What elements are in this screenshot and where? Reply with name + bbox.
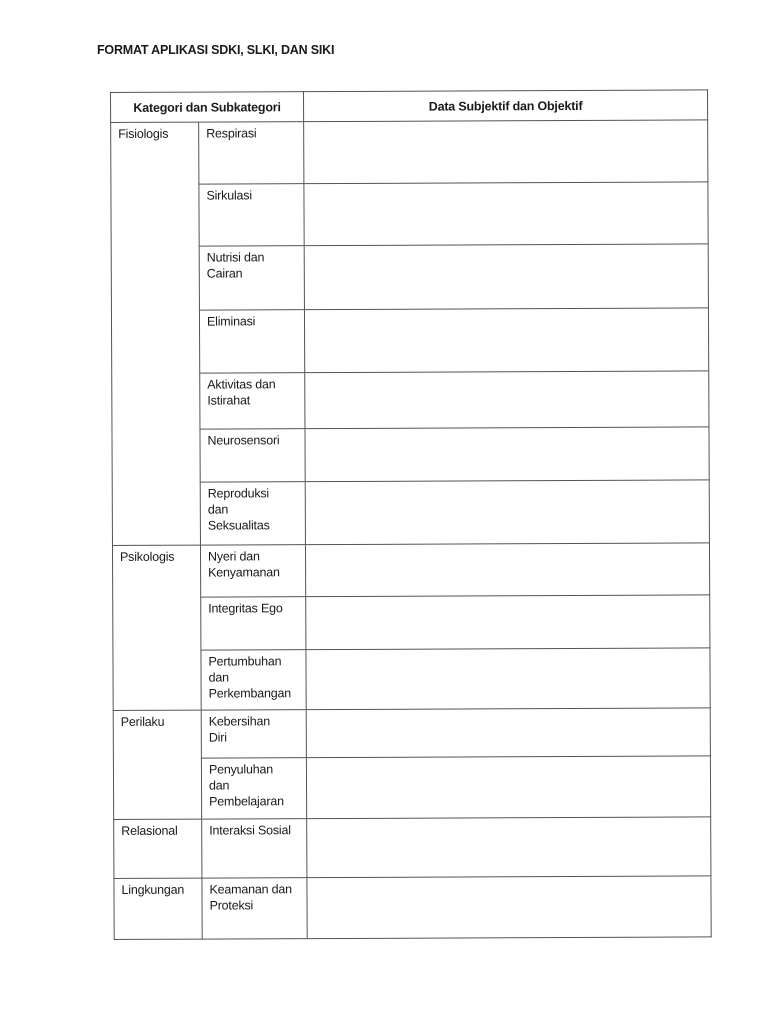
- data-cell[interactable]: [305, 427, 709, 482]
- page-title: FORMAT APLIKASI SDKI, SLKI, DAN SIKI: [97, 43, 335, 57]
- data-cell[interactable]: [306, 648, 710, 710]
- data-cell[interactable]: [306, 595, 710, 650]
- subcategory-cell: Aktivitas dan Istirahat: [200, 373, 305, 429]
- data-cell[interactable]: [306, 756, 710, 819]
- table-row: [111, 182, 708, 247]
- subcategory-cell: Eliminasi: [199, 310, 304, 373]
- data-cell[interactable]: [305, 543, 709, 597]
- table-row: [114, 817, 711, 879]
- category-cell: Psikologis: [112, 545, 201, 710]
- category-cell: Perilaku: [113, 710, 201, 819]
- header-data: Data Subjektif dan Objektif: [304, 90, 708, 122]
- subcategory-cell: Sirkulasi: [199, 184, 304, 246]
- table-row: [113, 708, 710, 759]
- data-cell[interactable]: [304, 308, 708, 373]
- table-row: [112, 427, 709, 483]
- data-cell[interactable]: [304, 120, 708, 184]
- subcategory-cell: Integritas Ego: [201, 597, 306, 650]
- table-row: [112, 543, 709, 598]
- subcategory-cell: Neurosensori: [200, 429, 305, 482]
- table-row: [112, 371, 709, 430]
- assessment-table: [110, 89, 712, 940]
- table-row: [111, 308, 708, 374]
- data-cell[interactable]: [304, 244, 708, 310]
- category-cell: Fisiologis: [111, 122, 201, 545]
- category-cell: Relasional: [114, 819, 202, 878]
- data-cell[interactable]: [306, 708, 710, 758]
- subcategory-cell: Nyeri dan Kenyamanan: [200, 545, 305, 597]
- data-cell[interactable]: [307, 876, 711, 939]
- subcategory-cell: Penyuluhan dan Pembelajaran: [201, 758, 306, 819]
- table-row: [113, 756, 710, 820]
- table-row: [113, 595, 710, 651]
- table-row: [111, 120, 708, 185]
- table-row: [113, 648, 710, 711]
- subcategory-cell: Nutrisi dan Cairan: [199, 246, 304, 310]
- category-cell: Lingkungan: [114, 878, 202, 939]
- table-row: [111, 244, 708, 311]
- header-category-subcategory: Kategori dan Subkategori: [111, 92, 304, 123]
- data-cell[interactable]: [305, 371, 709, 429]
- subcategory-cell: Keamanan dan Proteksi: [202, 878, 307, 939]
- subcategory-cell: Pertumbuhan dan Perkembangan: [201, 650, 306, 710]
- table-row: [112, 480, 709, 546]
- subcategory-cell: Kebersihan Diri: [201, 710, 306, 758]
- subcategory-cell: Interaksi Sosial: [202, 819, 307, 878]
- data-cell[interactable]: [305, 480, 709, 545]
- subcategory-cell: Respirasi: [199, 122, 304, 184]
- subcategory-cell: Reproduksi dan Seksualitas: [200, 482, 305, 545]
- table-row: [114, 876, 711, 940]
- data-cell[interactable]: [307, 817, 711, 878]
- data-cell[interactable]: [304, 182, 708, 246]
- table-header-row: [111, 90, 708, 123]
